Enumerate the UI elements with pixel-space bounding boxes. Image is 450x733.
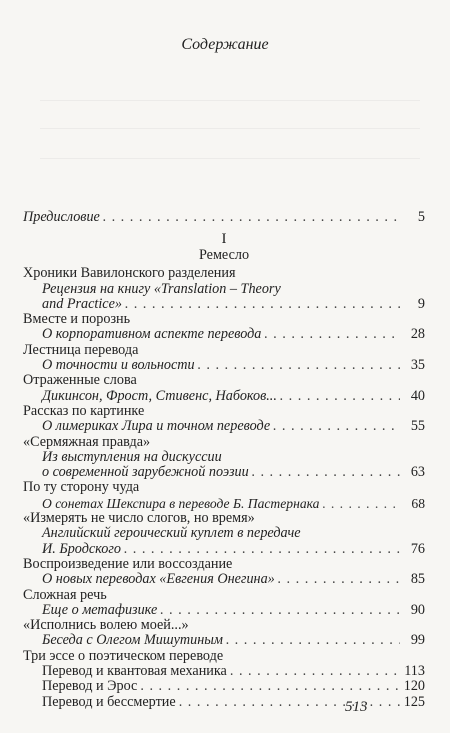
toc-essay-item: Перевод и бессмертие . . . 125 bbox=[23, 695, 425, 710]
toc-row-preface: Предисловие . . . 5 bbox=[23, 210, 425, 225]
bleed-through-line bbox=[40, 128, 420, 129]
toc-entry-title: Вместе и порознь bbox=[23, 311, 131, 328]
toc-entry-subtitle: О корпоративном аспекте перевода . . . 28 bbox=[23, 327, 425, 342]
dot-leader bbox=[252, 465, 400, 480]
toc-entry-title: Воспроизведение или воссоздание bbox=[23, 555, 233, 572]
dot-leader bbox=[140, 679, 400, 694]
page-title: Содержание bbox=[181, 36, 269, 53]
toc-entry-subtitle: Дикинсон, Фрост, Стивенс, Набоков... . . . 40 bbox=[23, 389, 425, 404]
toc-entry-title: Рассказ по картинке bbox=[23, 402, 145, 419]
toc-entry-subtitle: О точности и вольности . . . 35 bbox=[23, 358, 425, 373]
toc-essay-item: Перевод и квантовая механика . . . 113 bbox=[23, 664, 425, 679]
toc-entry-subtitle: Английский героический куплет в передаче bbox=[42, 525, 301, 542]
toc-entry-title: Сложная речь bbox=[23, 586, 107, 603]
bleed-through-line bbox=[40, 100, 420, 101]
dot-leader bbox=[198, 358, 400, 373]
toc-entry-subtitle: О новых переводах «Евгения Онегина» . . . 85 bbox=[23, 572, 425, 587]
toc-entry-subtitle: Рецензия на книгу «Translation – Theory bbox=[42, 280, 281, 297]
dot-leader bbox=[322, 496, 400, 511]
dot-leader bbox=[125, 297, 400, 312]
toc-entry-subtitle: О сонетах Шекспира в переводе Б. Пастернака . . . 68 bbox=[23, 496, 425, 511]
dot-leader bbox=[280, 389, 400, 404]
dot-leader bbox=[103, 210, 400, 225]
part-title: Ремесло bbox=[198, 247, 250, 264]
toc-entry-title: Три эссе о поэтическом переводе bbox=[23, 647, 224, 664]
toc-entry-subtitle: о современной зарубежной поэзии . . . 63 bbox=[23, 465, 425, 480]
toc-entry-title: «Сермяжная правда» bbox=[23, 433, 151, 450]
table-of-contents bbox=[23, 210, 425, 710]
toc-entry-title: Лестница перевода bbox=[23, 341, 139, 358]
toc-entry-title: Хроники Вавилонского разделения bbox=[23, 265, 236, 282]
toc-entry-subtitle: Из выступления на дискуссии bbox=[42, 448, 222, 465]
toc-entry-title: «Исполнись волею моей...» bbox=[23, 617, 189, 634]
toc-entry-subtitle: Еще о метафизике . . . 90 bbox=[23, 603, 425, 618]
dot-leader bbox=[124, 542, 400, 557]
dot-leader bbox=[230, 664, 400, 679]
dot-leader bbox=[264, 327, 400, 342]
toc-entry-title: «Измерять не число слогов, но время» bbox=[23, 510, 255, 527]
bleed-through-line bbox=[40, 158, 420, 159]
part-numeral: I bbox=[221, 231, 227, 248]
dot-leader bbox=[273, 419, 400, 434]
toc-entry-title: По ту сторону чуда bbox=[23, 479, 140, 496]
toc-essay-item: Перевод и Эрос . . . 120 bbox=[23, 679, 425, 694]
toc-entry-subtitle: Беседа с Олегом Мишутиным . . . 99 bbox=[23, 633, 425, 648]
dot-leader bbox=[160, 603, 400, 618]
toc-entry-subtitle: and Practice» . . . 9 bbox=[23, 297, 425, 312]
page-number: 513 bbox=[345, 699, 368, 715]
toc-entry-subtitle: О лимериках Лира и точном переводе . . . 55 bbox=[23, 419, 425, 434]
toc-entry-subtitle: И. Бродского . . . 76 bbox=[23, 542, 425, 557]
dot-leader bbox=[226, 633, 400, 648]
dot-leader bbox=[278, 572, 400, 587]
toc-entry-title: Отраженные слова bbox=[23, 372, 137, 389]
